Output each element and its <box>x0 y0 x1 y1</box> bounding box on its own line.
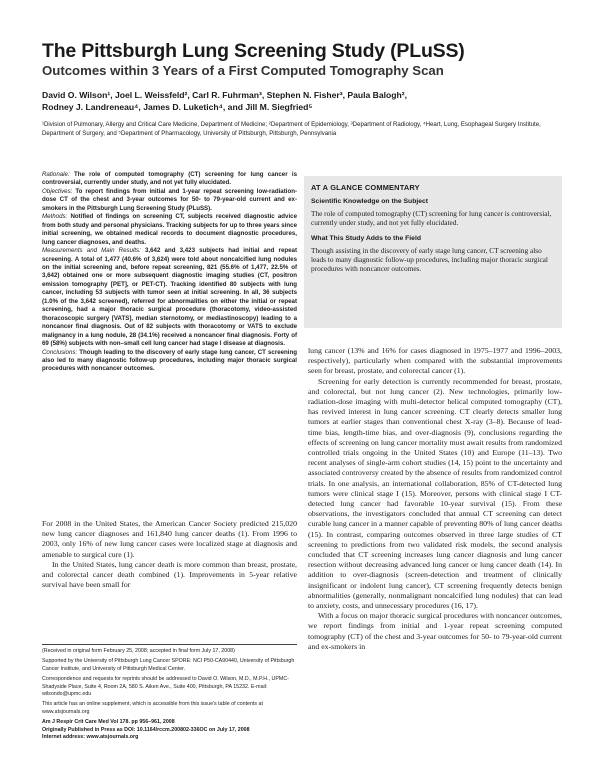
abstract-text: Though leading to the discovery of early stage lung cancer, CT screening also led to many diagnostic follow-up procedures, including major thoracic surgical procedures with noncancer outcomes. <box>42 348 297 373</box>
abstract-text: The role of computed tomography (CT) screening for lung cancer is controversial, currently under study, and not yet fully elucidated. <box>42 171 297 187</box>
intro-body <box>42 519 297 590</box>
article-title: The Pittsburgh Lung Screening Study (PLuSS) <box>42 40 465 62</box>
abstract-rationale <box>42 171 297 188</box>
footnote-internet: Internet address: www.atsjournals.org <box>42 734 139 741</box>
abstract-text: To report findings from initial and 1-year repeat screening low-radiation-dose CT of the chest and 3-year outcomes for 50- to 79-year-old current and ex-smokers in the Pittsburgh Lung Screening Study (PLuSS). <box>42 187 297 212</box>
author-line-1: David O. Wilson¹, Joel L. Weissfeld², Carl R. Fuhrman³, Stephen N. Fisher³, Paula Balogh², <box>42 90 408 100</box>
abstract-label: Objectives: <box>42 187 73 195</box>
footnote-correspondence: Correspondence and requests for reprints should be addressed to David O. Wilson, M.D., M.P.H., UPMC-Shadyside Place, Suite 4, Room 2A, 580 S. Aiken Ave., Suite 400, Pittsburgh, PA 15232. E-mail: wilsondo@upmc.edu <box>42 676 289 698</box>
footnote-received: (Received in original form February 25, 2008; accepted in final form July 17, 2008) <box>42 648 235 654</box>
abstract-label: Measurements and Main Results: <box>42 247 141 255</box>
footnote-journal: Am J Respir Crit Care Med Vol 178. pp 956–961, 2008 <box>42 719 175 726</box>
body-paragraph: For 2008 in the United States, the American Cancer Society predicted 215,020 new lung cancer diagnoses and 161,840 lung cancer deaths (1). From 1996 to 2003, only 16% of new lung cancer cases were localized stage at diagnosis and amenable to surgical cure (1). <box>42 519 297 559</box>
glance-subheading: Scientific Knowledge on the Subject <box>311 198 429 205</box>
abstract-text: 3,642 and 3,423 subjects had initial and repeat screening. A total of 1,477 (40.6% of 3,624) were told about noncalcified lung nodules on the initial screening and, before repeat screening, 821 (55.6% of 1,477, 22.5% of 3,642) obtained one or more subsequent diagnostic imaging studies (CT, positron emission tomography [PET], or PET-CT). Tracking identified 80 subjects with lung cancer, including 53 subjects with tumor seen at initial screening. In all, 36 subjects (1.0% of the 3,642 screened), referred for abnormalities on either the initial or repeat screening, had a major thoracic surgical procedure (thoracotomy, video-assisted thoracoscopic surgery [VATS], median sternotomy, or mediastinoscopy) leading to a noncancer final diagnosis. Out of 82 subjects with thoracotomy or VATS to exclude malignancy in a lung nodule, 28 (34.1%) received a noncancer final diagnosis. Forty of 69 (58%) subjects with non–small cell lung cancer had stage I disease at diagnosis. <box>42 247 298 348</box>
article-subtitle: Outcomes within 3 Years of a First Computed Tomography Scan <box>42 63 444 78</box>
author-list <box>42 90 572 113</box>
abstract <box>42 171 297 374</box>
author-line-2: Rodney J. Landreneau⁴, James D. Luketich⁴, and Jill M. Siegfried⁵ <box>42 101 313 112</box>
abstract-methods <box>42 213 297 247</box>
footnote-support: Supported by the University of Pittsburgh Lung Cancer SPORE: NCI P50-CA90440, University of Pittsburgh Cancer Institute, and University of Pittsburgh Medical Center. <box>42 658 295 672</box>
right-column-body <box>308 346 562 652</box>
footnote-doi: Originally Published in Press as DOI: 10.1164/rccm.200802-336OC on July 17, 2008 <box>42 726 250 733</box>
abstract-label: Rationale: <box>42 171 70 178</box>
glance-heading: AT A GLANCE COMMENTARY <box>311 183 420 192</box>
abstract-results <box>42 247 297 348</box>
body-paragraph: In the United States, lung cancer death is more common than breast, prostate, and colorectal cancer death combined (1). Improvements in 5-year relative survival have been small for <box>42 559 297 590</box>
glance-text: The role of computed tomography (CT) screening for lung cancer is controversial, currently under study, and not yet fully elucidated. <box>311 209 552 228</box>
footnote-supplement: This article has an online supplement, which is accessible from this issue's table of contents at www.atsjournals.org <box>42 701 263 715</box>
affiliations: ¹Division of Pulmonary, Allergy and Critical Care Medicine, Department of Medicine; ²Department of Epidemiology, ³Department of Radiology, ⁴Heart, Lung, Esophageal Surgery Institute, Department of Surgery, and ⁵Department of Pharmacology, University of Pittsburgh, Pittsburgh, Pennsylvania <box>42 121 541 137</box>
body-paragraph: With a focus on major thoracic surgical procedures with noncancer outcomes, we report findings from initial and 1-year repeat screening computed tomography (CT) of the chest and 3-year outcomes for 50- to 79-year-old current and ex-smokers in <box>308 611 562 651</box>
abstract-label: Conclusions: <box>42 348 78 356</box>
at-a-glance-box <box>304 176 562 328</box>
abstract-label: Methods: <box>42 213 68 221</box>
body-paragraph: lung cancer (13% and 16% for cases diagnosed in 1975–1977 and 1996–2003, respectively), particularly when compared with the substantial improvements seen for breast, prostate, and colorectal cancer (1). <box>308 346 562 376</box>
glance-subheading: What This Study Adds to the Field <box>311 235 422 243</box>
abstract-objectives <box>42 188 297 213</box>
footnotes <box>42 644 297 741</box>
glance-text: Though assisting in the discovery of early stage lung cancer, CT screening also leads to many diagnostic follow-up procedures, including major thoracic surgical procedures with noncancer outcomes. <box>311 246 548 274</box>
abstract-conclusions <box>42 349 297 374</box>
body-paragraph: Screening for early detection is currently recommended for breast, prostate, and colorectal, but not lung cancer (2). New technologies, primarily low-radiation-dose imaging with multi-detector helical computed tomography (CT), has revived interest in lung cancer screening. CT clearly detects smaller lung tumors at earlier stages than conventional chest X-ray (3–8). Because of lead-time bias, length-time bias, and over-diagnosis (9), conclusions regarding the effects of screening on lung cancer mortality must await results from randomized controlled trials ongoing in the United States (10) and Europe (11–13). Two recent analyses of single-arm cohort studies (14, 15) point to the uncertainty and associated controversy created by the absence of results from randomized control trials. In one analysis, an international collaboration, 85% of CT-detected lung tumors were clinical stage I (15). Moreover, persons with clinical stage I CT-detected lung cancer had favorable 10-year survival (15). From these observations, the investigators concluded that annual CT screening can detect curable lung cancer in a manner capable of preventing 80% of lung cancer deaths (15). In contrast, comparing outcomes observed in three large studies of CT screening to predictions from two validated risk models, the second analysis concluded that CT screening increases lung cancer diagnosis and lung cancer resection without decreasing advanced lung cancer or lung cancer death (14). In addition to over-diagnosis (screen-detection and treatment of clinically insignificant or indolent lung cancer), CT screening frequently detects benign abnormalities (generally, nonmalignant noncalcified lung nodules) that can lead to anxiety, costs, and unnecessary procedures (16, 17). <box>308 376 562 611</box>
abstract-text: Notified of findings on screening CT, subjects received diagnostic advice from both study and personal physicians. Tracking subjects for up to three years since initial screening, we obtained medical records to document diagnostic procedures, lung cancer diagnoses, and deaths. <box>42 213 297 246</box>
